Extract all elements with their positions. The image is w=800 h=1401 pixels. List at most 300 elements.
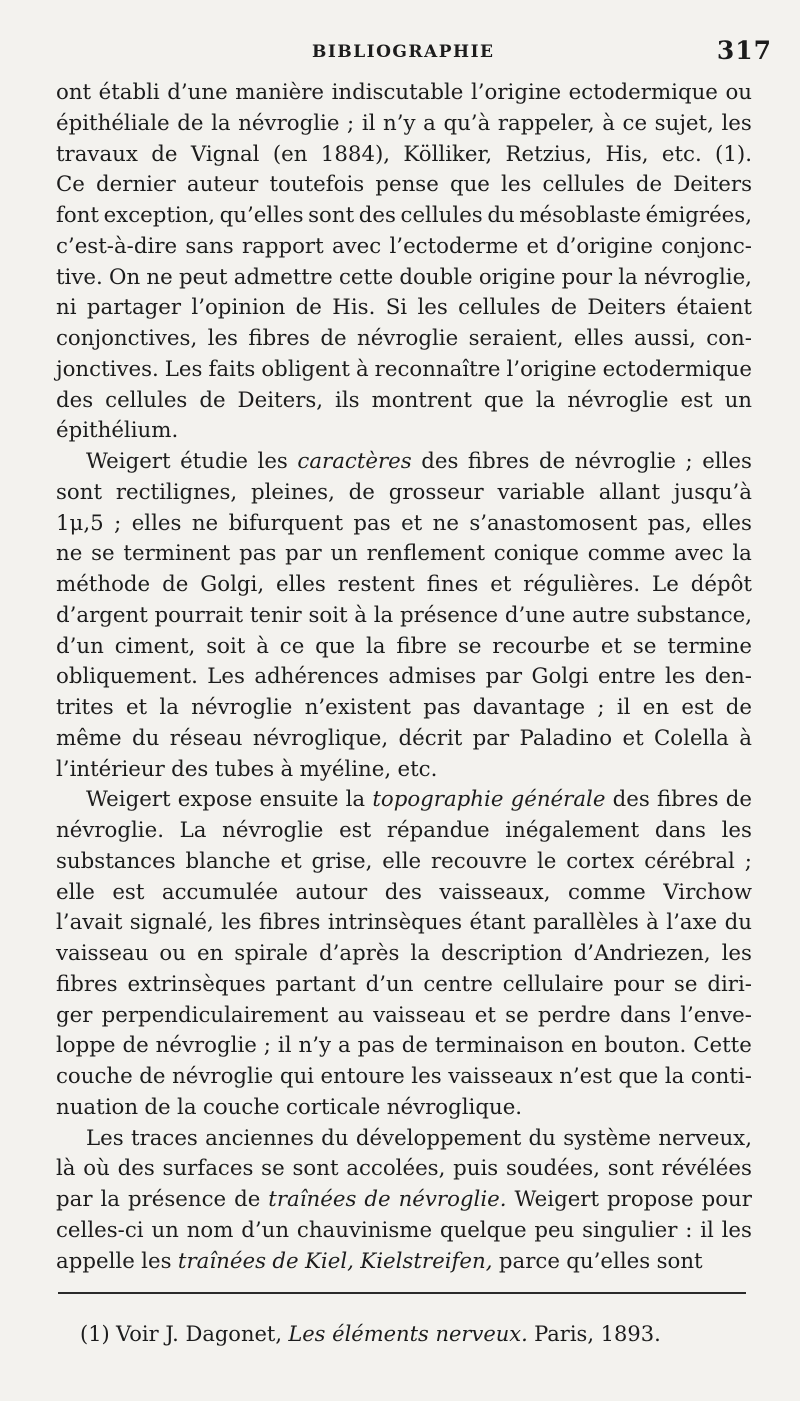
word: et bbox=[401, 510, 423, 536]
word: elle bbox=[382, 848, 422, 874]
word: pleines, bbox=[250, 479, 335, 505]
word: cellules bbox=[458, 295, 541, 321]
footnote-divider bbox=[58, 1292, 746, 1294]
word: blanche bbox=[185, 848, 271, 874]
word: un bbox=[330, 541, 358, 567]
word: Weigert bbox=[86, 787, 171, 813]
word: ou bbox=[159, 941, 186, 966]
word: avec bbox=[674, 541, 724, 567]
word: bifurquent bbox=[228, 510, 344, 536]
text-line bbox=[56, 1001, 752, 1032]
word: névroglie, bbox=[643, 264, 752, 290]
word: qui bbox=[279, 1064, 314, 1089]
word: les bbox=[721, 110, 752, 136]
word: ne bbox=[191, 510, 219, 536]
running-title: BIBLIOGRAPHIE bbox=[312, 42, 495, 62]
word: du bbox=[321, 1125, 349, 1151]
word: etc. bbox=[397, 756, 438, 782]
word: des bbox=[612, 787, 650, 813]
word: du bbox=[528, 1125, 556, 1151]
word: rappeler, bbox=[497, 110, 595, 136]
word: anciennes bbox=[205, 1125, 314, 1151]
word: névroglique. bbox=[386, 1094, 523, 1120]
text-line bbox=[56, 1185, 752, 1216]
word: ; bbox=[685, 449, 693, 474]
word: accumulée bbox=[161, 879, 279, 905]
word: sont bbox=[292, 1156, 339, 1182]
word: dernier bbox=[96, 172, 176, 198]
word: le bbox=[536, 848, 557, 874]
word: là bbox=[56, 1156, 76, 1182]
paragraph bbox=[56, 1124, 752, 1278]
word: de bbox=[144, 1094, 171, 1120]
footnote-text-after: Paris, 1893. bbox=[534, 1322, 661, 1346]
word: ce bbox=[622, 110, 648, 136]
word: entoure bbox=[320, 1064, 405, 1089]
word: à bbox=[739, 725, 752, 751]
word: au bbox=[337, 1002, 364, 1028]
paragraph bbox=[56, 447, 752, 785]
word: présence bbox=[399, 602, 499, 628]
word: n’y bbox=[383, 110, 416, 136]
word: allant bbox=[598, 479, 661, 505]
word: des bbox=[117, 1156, 155, 1182]
word: sujet, bbox=[654, 110, 714, 136]
word: en bbox=[642, 695, 670, 720]
word: ; bbox=[597, 695, 605, 720]
word: Weigert bbox=[514, 1187, 600, 1212]
word: fibres bbox=[656, 787, 719, 813]
word: à bbox=[355, 356, 369, 382]
italic-word: de bbox=[364, 1187, 391, 1212]
word: ; bbox=[114, 510, 122, 536]
word: chauvinisme bbox=[296, 1217, 433, 1243]
word: la bbox=[159, 695, 179, 720]
word: tive. bbox=[56, 264, 103, 290]
text-line bbox=[56, 386, 752, 417]
word: par bbox=[485, 664, 523, 690]
word: de bbox=[199, 387, 226, 413]
word: qu’à bbox=[443, 110, 491, 136]
word: trites bbox=[56, 695, 114, 720]
word: den- bbox=[704, 664, 752, 690]
word: épithélium. bbox=[56, 418, 179, 444]
word: ectodermique bbox=[602, 356, 752, 382]
word: révélées bbox=[661, 1156, 752, 1182]
word: vaisseaux bbox=[448, 1064, 553, 1089]
word: la bbox=[345, 787, 366, 813]
word: His, bbox=[605, 141, 649, 167]
word: pour bbox=[613, 971, 665, 997]
text-line bbox=[56, 140, 752, 171]
word: mésoblaste bbox=[519, 203, 642, 228]
word: est bbox=[681, 695, 714, 720]
word: de bbox=[122, 1033, 149, 1059]
word: et bbox=[125, 695, 148, 720]
word: l’origine bbox=[470, 80, 562, 105]
word: cette bbox=[338, 264, 394, 290]
text-line bbox=[56, 1093, 752, 1124]
word: névroglie bbox=[191, 695, 293, 720]
text-line bbox=[56, 1062, 752, 1093]
text-line bbox=[56, 232, 752, 263]
word: exception, bbox=[103, 203, 216, 228]
word: pour bbox=[701, 1187, 752, 1212]
word: est bbox=[339, 818, 372, 843]
text-line bbox=[56, 662, 752, 693]
word: du bbox=[487, 203, 515, 228]
word: émigrées, bbox=[645, 203, 752, 228]
word: elles bbox=[702, 449, 752, 474]
word: à bbox=[602, 110, 615, 136]
word: Deiters, bbox=[237, 387, 324, 413]
word: montrent bbox=[371, 387, 472, 413]
word: à bbox=[646, 910, 659, 936]
word: la bbox=[366, 633, 386, 659]
word: surfaces bbox=[162, 1156, 254, 1182]
word: n’est bbox=[559, 1064, 612, 1089]
word: ectodermique bbox=[568, 80, 718, 105]
word: Deiters bbox=[673, 172, 752, 198]
word: n’existent bbox=[304, 695, 411, 720]
text-line bbox=[56, 539, 752, 570]
word: obligent bbox=[261, 356, 350, 382]
word: la bbox=[410, 941, 430, 966]
word: conjonc- bbox=[661, 233, 752, 259]
word: se bbox=[457, 633, 482, 659]
word: où bbox=[83, 1156, 110, 1182]
word: Paladino bbox=[519, 725, 613, 751]
word: des bbox=[358, 203, 396, 228]
word: les bbox=[411, 1064, 442, 1089]
word: termine bbox=[667, 633, 752, 659]
text-line bbox=[56, 1124, 752, 1155]
word: étaient bbox=[676, 295, 752, 321]
italic-word: caractères bbox=[297, 449, 412, 474]
word: par bbox=[285, 541, 322, 567]
word: il bbox=[361, 110, 376, 136]
word: pas bbox=[423, 695, 461, 720]
word: perdre bbox=[537, 1002, 611, 1028]
paragraph bbox=[56, 785, 752, 1123]
word: de bbox=[725, 787, 752, 813]
word: tenir bbox=[249, 602, 302, 628]
word: ; bbox=[347, 110, 355, 136]
word: On bbox=[109, 264, 141, 290]
word: nerveux, bbox=[658, 1125, 752, 1151]
word: système bbox=[563, 1125, 652, 1151]
word: d’argent bbox=[56, 602, 148, 628]
word: les bbox=[221, 910, 252, 936]
word: sont bbox=[56, 479, 103, 505]
word: névroglie bbox=[222, 818, 324, 843]
word: et bbox=[490, 572, 512, 597]
word: quelque bbox=[439, 1217, 527, 1243]
word: fibres bbox=[248, 326, 310, 351]
word: névroglie. bbox=[56, 818, 164, 843]
word: et bbox=[622, 725, 644, 751]
word: pas bbox=[353, 510, 391, 536]
word: sont bbox=[656, 1248, 703, 1274]
word: diri- bbox=[707, 971, 752, 997]
word: et bbox=[600, 633, 623, 659]
word: jusqu’à bbox=[673, 479, 752, 505]
word: Colella bbox=[654, 725, 729, 751]
word: établi bbox=[98, 80, 160, 105]
italic-word: générale bbox=[510, 787, 606, 813]
word: a bbox=[337, 1033, 351, 1059]
word: conjonctives, bbox=[56, 326, 198, 351]
word: est bbox=[680, 387, 713, 413]
word: que bbox=[315, 633, 356, 659]
footnote-title: Les éléments nerveux. bbox=[288, 1322, 528, 1346]
word: par bbox=[56, 1187, 93, 1212]
italic-word: traînées bbox=[177, 1248, 267, 1274]
word: reconnaître bbox=[374, 356, 501, 382]
word: de bbox=[725, 695, 752, 720]
word: recouvre bbox=[431, 848, 528, 874]
word: couche bbox=[202, 1094, 280, 1120]
word: les bbox=[501, 172, 532, 198]
word: jonctives. bbox=[56, 356, 159, 382]
word: et bbox=[280, 848, 302, 874]
word: décrit bbox=[398, 725, 463, 751]
word: loppe bbox=[56, 1033, 116, 1059]
word: de bbox=[177, 110, 204, 136]
word: vaisseaux, bbox=[439, 879, 551, 905]
word: sans bbox=[185, 233, 234, 259]
word: les bbox=[721, 1217, 752, 1243]
word: parce bbox=[498, 1248, 560, 1274]
word: fibre bbox=[396, 633, 448, 659]
word: des bbox=[56, 387, 94, 413]
word: inégalement bbox=[505, 818, 640, 843]
word: Les bbox=[207, 664, 245, 690]
word: intrinsèques bbox=[327, 910, 463, 936]
word: manière bbox=[235, 80, 325, 105]
word: comme bbox=[568, 879, 646, 905]
word: d’un bbox=[56, 633, 104, 659]
word: cérébral bbox=[644, 848, 735, 874]
word: double bbox=[399, 264, 473, 290]
word: font bbox=[56, 203, 99, 228]
word: pense bbox=[375, 172, 439, 198]
word: se bbox=[505, 1002, 529, 1028]
text-line bbox=[56, 847, 752, 878]
word: méthode bbox=[56, 572, 151, 597]
word: sont bbox=[308, 203, 355, 228]
word: névroglie bbox=[172, 1064, 274, 1089]
text-line bbox=[56, 416, 752, 447]
paragraph bbox=[56, 78, 752, 447]
word: davantage bbox=[472, 695, 586, 720]
word: toutefois bbox=[269, 172, 365, 198]
italic-word: traînées bbox=[268, 1187, 357, 1212]
word: celles-ci bbox=[56, 1217, 144, 1243]
word: réseau bbox=[169, 725, 243, 751]
word: Vignal bbox=[190, 141, 260, 167]
word: qu’elles bbox=[566, 1248, 651, 1274]
text-line bbox=[56, 755, 752, 786]
word: l’origine bbox=[506, 356, 597, 382]
word: admises bbox=[388, 664, 477, 690]
word: les bbox=[665, 664, 696, 690]
word: régulières. bbox=[523, 572, 641, 597]
word: renflement bbox=[366, 541, 486, 567]
word: peut bbox=[178, 264, 228, 290]
footnote-number: (1) bbox=[80, 1322, 110, 1346]
word: travaux bbox=[56, 141, 138, 167]
word: soit bbox=[308, 602, 348, 628]
word: cellules bbox=[400, 203, 483, 228]
body-text bbox=[56, 78, 752, 1277]
word: il bbox=[277, 1033, 292, 1059]
text-line bbox=[56, 109, 752, 140]
word: traces bbox=[130, 1125, 198, 1151]
text-line bbox=[56, 478, 752, 509]
word: ger bbox=[56, 1002, 93, 1028]
word: névroglique, bbox=[252, 725, 389, 751]
word: couche bbox=[56, 1064, 133, 1089]
text-line bbox=[56, 447, 752, 478]
word: étudie bbox=[180, 449, 248, 474]
word: parallèles bbox=[533, 910, 639, 936]
word: de bbox=[550, 295, 577, 321]
word: puis bbox=[453, 1156, 499, 1182]
word: elle bbox=[56, 879, 95, 905]
word: fines bbox=[426, 572, 479, 597]
word: la bbox=[100, 1187, 120, 1212]
word: seraient, bbox=[468, 326, 564, 351]
word: substances bbox=[56, 848, 176, 874]
word: Retzius, bbox=[505, 141, 593, 167]
word: Les bbox=[164, 356, 203, 382]
word: qu’elles bbox=[219, 203, 304, 228]
word: les bbox=[721, 818, 752, 843]
word: s’anastomosent bbox=[469, 510, 638, 536]
word: Deiters bbox=[587, 295, 667, 321]
word: pourrait bbox=[154, 602, 244, 628]
word: n’y bbox=[298, 1033, 332, 1059]
word: la bbox=[732, 541, 752, 567]
word: bouton. bbox=[604, 1033, 687, 1059]
word: Ce bbox=[56, 172, 85, 198]
word: Les bbox=[86, 1125, 124, 1151]
word: conti- bbox=[690, 1064, 752, 1089]
word: substance, bbox=[636, 602, 752, 628]
word: que bbox=[483, 387, 524, 413]
word: dépôt bbox=[690, 572, 752, 597]
word: la bbox=[618, 264, 638, 290]
word: His. bbox=[332, 295, 376, 321]
word: d’un bbox=[241, 1217, 290, 1243]
word: du bbox=[724, 910, 752, 936]
word: autre bbox=[572, 602, 630, 628]
word: cortex bbox=[566, 848, 635, 874]
word: La bbox=[179, 818, 207, 843]
word: spirale bbox=[234, 941, 308, 966]
text-line bbox=[56, 816, 752, 847]
word: d’origine bbox=[555, 233, 653, 259]
word: appelle bbox=[56, 1248, 135, 1274]
word: des bbox=[384, 879, 422, 905]
word: névroglie bbox=[574, 449, 676, 474]
word: est bbox=[112, 879, 145, 905]
italic-word: de bbox=[272, 1248, 299, 1274]
text-line bbox=[56, 1031, 752, 1062]
word: (1). bbox=[715, 141, 752, 167]
text-line bbox=[56, 355, 752, 386]
word: comme bbox=[587, 541, 666, 567]
word: la bbox=[664, 1064, 685, 1089]
word: nom bbox=[186, 1217, 234, 1243]
word: conique bbox=[493, 541, 580, 567]
text-line bbox=[56, 570, 752, 601]
page-number: 317 bbox=[716, 36, 772, 65]
word: entre bbox=[597, 664, 656, 690]
word: indiscutable bbox=[331, 80, 464, 105]
word: elles bbox=[276, 572, 326, 597]
word: tubes bbox=[214, 756, 275, 782]
word: se bbox=[261, 1156, 285, 1182]
word: expose bbox=[177, 787, 253, 813]
word: peu bbox=[534, 1217, 575, 1243]
word: restent bbox=[337, 572, 415, 597]
word: signalé, bbox=[129, 910, 214, 936]
word: myéline, bbox=[299, 756, 392, 782]
word: vaisseau bbox=[373, 1002, 466, 1028]
word: d’Andriezen, bbox=[573, 941, 711, 966]
word: 1884), bbox=[320, 141, 391, 167]
word: la bbox=[211, 110, 231, 136]
word: c’est-à-dire bbox=[56, 233, 178, 259]
word: de bbox=[320, 326, 347, 351]
text-line bbox=[56, 601, 752, 632]
word: elles bbox=[573, 326, 624, 351]
text-line bbox=[56, 1247, 752, 1278]
word: l’ectoderme bbox=[389, 233, 519, 259]
word: fibres bbox=[467, 449, 530, 474]
word: l’avait bbox=[56, 910, 123, 936]
word: corticale bbox=[286, 1094, 381, 1120]
word: par bbox=[472, 725, 510, 751]
word: d’une bbox=[167, 80, 228, 105]
text-line bbox=[56, 939, 752, 970]
word: et bbox=[526, 233, 548, 259]
text-line bbox=[56, 724, 752, 755]
word: les bbox=[417, 295, 448, 321]
word: terminent bbox=[123, 541, 231, 567]
word: rapport bbox=[241, 233, 324, 259]
word: du bbox=[131, 725, 160, 751]
word: partager bbox=[86, 295, 182, 321]
word: etc. bbox=[661, 141, 702, 167]
word: vaisseau bbox=[56, 941, 149, 966]
word: cellulaire bbox=[502, 971, 604, 997]
word: pour bbox=[561, 264, 613, 290]
word: de bbox=[538, 449, 566, 474]
word: pas bbox=[357, 1033, 395, 1059]
text-line bbox=[56, 324, 752, 355]
word: même bbox=[56, 725, 122, 751]
word: l’intérieur bbox=[56, 756, 165, 782]
word: ; bbox=[263, 1033, 271, 1059]
word: de bbox=[234, 1187, 261, 1212]
word: des bbox=[171, 756, 209, 782]
word: Virchow bbox=[663, 879, 752, 905]
page-header bbox=[56, 38, 772, 78]
text-line bbox=[56, 632, 752, 663]
